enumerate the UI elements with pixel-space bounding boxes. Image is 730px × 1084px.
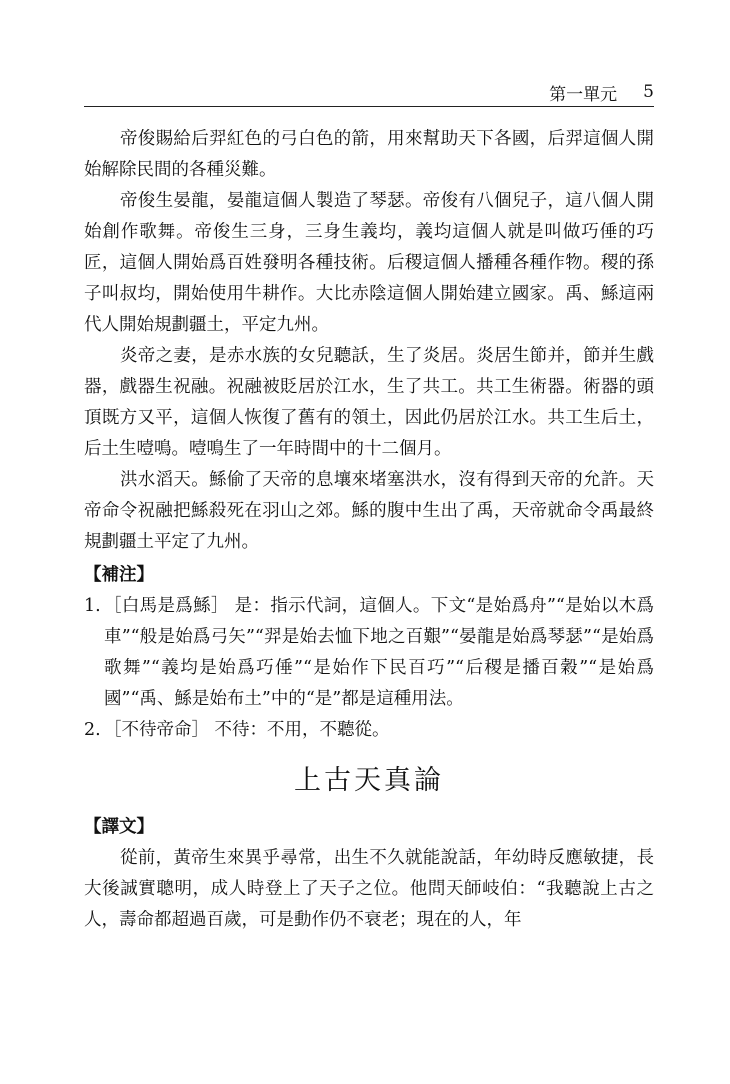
page-header [84, 78, 654, 107]
paragraph: 炎帝之妻，是赤水族的女兒聽訞，生了炎居。炎居生節并，節并生戲器，戲器生祝融。祝融被貶居於江水，生了共工。共工生術器。術器的頭頂既方又平，這個人恢復了舊有的領土，因此仍居於江水。共工生后土，后土生噎鳴。噎鳴生了一年時間中的十二個月。 [84, 346, 654, 459]
note-number: 1. [84, 596, 101, 616]
paragraph: 帝俊生晏龍，晏龍這個人製造了琴瑟。帝俊有八個兒子，這八個人開始創作歌舞。帝俊生三身，三身生義均，義均這個人就是叫做巧倕的巧匠，這個人開始爲百姓發明各種技術。后稷這個人播種各種作物。稷的孫子叫叔均，開始使用牛耕作。大比赤陰這個人開始建立國家。禹、鯀這兩代人開始規劃疆土，平定九州。 [84, 191, 654, 335]
note-text: ［不待帝命］ 不待：不用，不聽從。 [104, 720, 390, 740]
unit-title: 第一單元 [549, 84, 618, 105]
page-body [84, 124, 654, 936]
paragraph: 洪水滔天。鯀偷了天帝的息壤來堵塞洪水，沒有得到天帝的允許。天帝命令祝融把鯀殺死在羽山之郊。鯀的腹中生出了禹，天帝就命令禹最終規劃疆土平定了九州。 [84, 470, 654, 552]
note-item [84, 715, 654, 746]
note-item [84, 591, 654, 715]
section-title: 上古天真論 [294, 765, 444, 796]
translation-label: 【譯文】 [84, 817, 154, 837]
page-number: 5 [643, 82, 654, 102]
paragraph: 帝俊賜給后羿紅色的弓白色的箭，用來幫助天下各國，后羿這個人開始解除民間的各種災難。 [84, 129, 654, 180]
note-text: ［白馬是爲鯀］ 是：指示代詞，這個人。下文“是始爲舟”“是始以木爲車”“般是始爲弓矢”“羿是始去恤下地之百艱”“晏龍是始爲琴瑟”“是始爲歌舞”“義均是始爲巧倕”“是始作下民百巧”“后稷是播百穀”“是始爲國”“禹、鯀是始布土”中的“是”都是這種用法。 [104, 596, 654, 709]
note-number: 2. [84, 720, 101, 740]
notes-label: 【補注】 [84, 565, 154, 585]
translation-paragraph: 從前，黃帝生來異乎尋常，出生不久就能說話，年幼時反應敏捷，長大後誠實聰明，成人時登上了天子之位。他問天師岐伯：“我聽說上古之人，壽命都超過百歲，可是動作仍不衰老；現在的人，年 [84, 848, 654, 930]
